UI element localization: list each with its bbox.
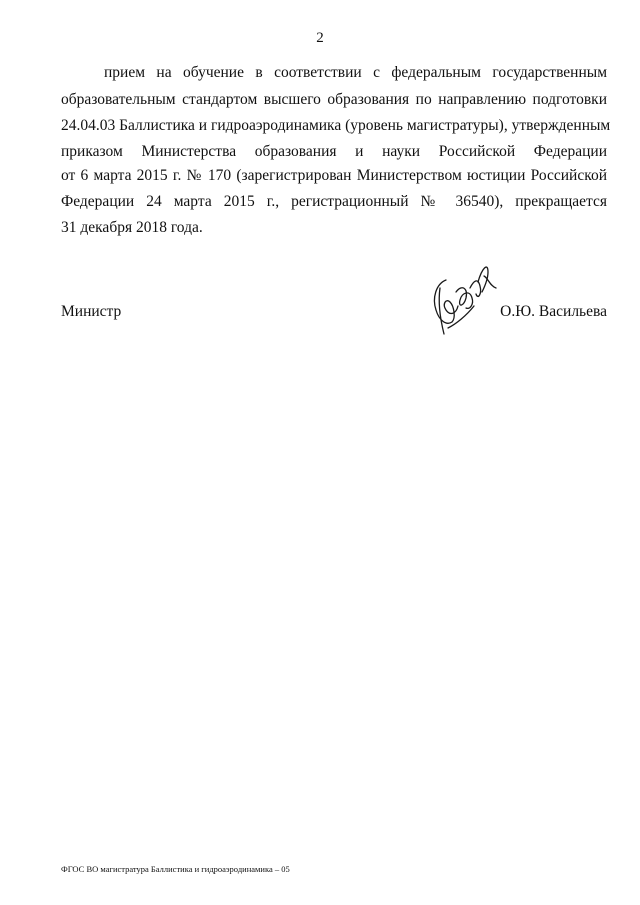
minister-name: О.Ю. Васильева (500, 303, 607, 320)
body-line: приказом Министерства образования и науки Российской Федерации (61, 143, 607, 160)
body-line: прием на обучение в соответствии с федеральным государственным (104, 64, 607, 81)
body-line: от 6 марта 2015 г. № 170 (зарегистрирован Министерством юстиции Российской (61, 167, 607, 184)
handwritten-signature (426, 258, 502, 340)
minister-title: Министр (61, 303, 122, 320)
body-line: образовательным стандартом высшего образования по направлению подготовки (61, 91, 607, 108)
body-line: Федерации 24 марта 2015 г., регистрационный № 36540), прекращается (61, 193, 607, 210)
body-line: 31 декабря 2018 года. (61, 219, 203, 236)
signature-block (61, 302, 607, 326)
body-line: 24.04.03 Баллистика и гидроаэродинамика (уровень магистратуры), утвержденным (61, 117, 611, 134)
document-footer: ФГОС ВО магистратура Баллистика и гидроаэродинамика – 05 (61, 864, 290, 874)
page-number: 2 (316, 30, 324, 46)
